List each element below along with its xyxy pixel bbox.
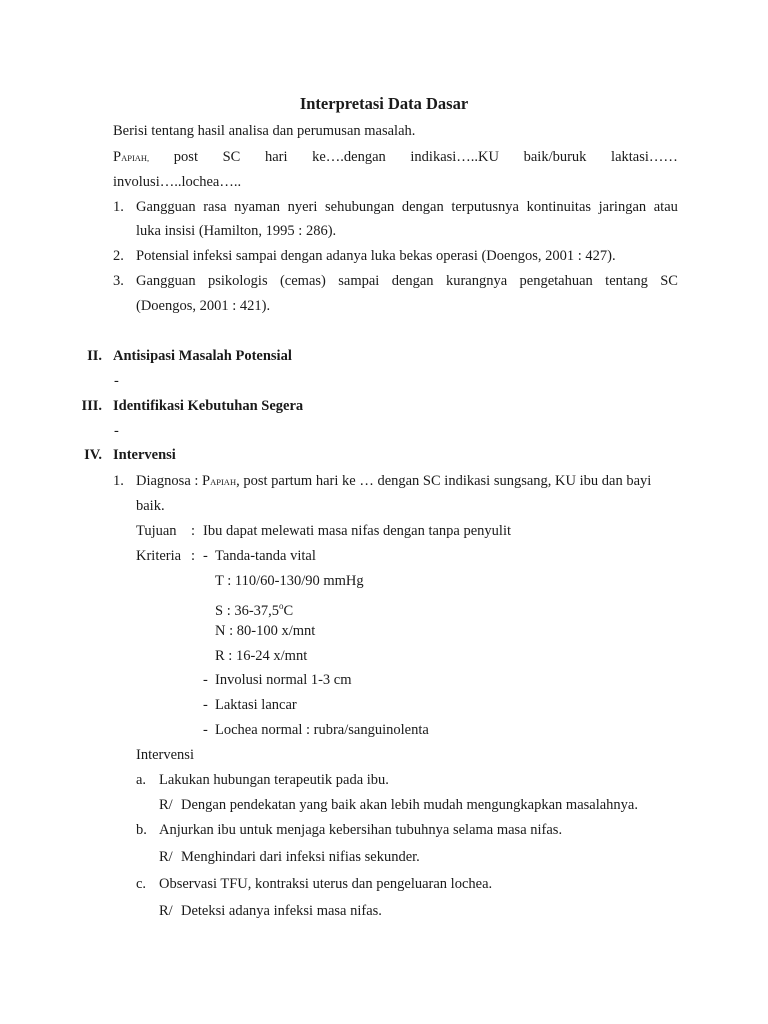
problem-3-line-2: (Doengos, 2001 : 421). [136, 298, 271, 314]
section-roman: III. [81, 398, 102, 414]
diag-word: indikasi…..KU [410, 149, 499, 165]
diag-word: baik/buruk [523, 149, 587, 165]
diagnosa-line-2: baik. [136, 498, 165, 514]
tujuan-text: Ibu dapat melewati masa nifas dengan tanpa penyulit [203, 523, 512, 539]
vital-sign: S : 36-37,5$^o$C [215, 601, 294, 619]
diag-word: post [173, 149, 198, 165]
item-letter: c. [136, 876, 147, 892]
colon: : [191, 523, 196, 539]
list-number: 3. [113, 273, 124, 289]
vital-sign: R : 16-24 x/mnt [215, 648, 308, 664]
item-letter: b. [136, 822, 147, 838]
bullet-dash: - [203, 672, 208, 688]
kriteria-item: Laktasi lancar [215, 697, 297, 713]
p-apiah: PAPIAH, [113, 149, 150, 165]
problem-2: Potensial infeksi sampai dengan adanya luka bekas operasi (Doengos, 2001 : 427). [136, 248, 616, 264]
rationale-label: R/ [159, 797, 173, 813]
diagnosis-line [113, 147, 678, 168]
colon: : [191, 548, 196, 564]
intervention-item: Lakukan hubungan terapeutik pada ibu. [159, 772, 389, 788]
diag-word: SC [222, 149, 241, 165]
rationale-label: R/ [159, 849, 173, 865]
kriteria-item: Lochea normal : rubra/sanguinolenta [215, 722, 429, 738]
intro-line: Berisi tentang hasil analisa dan perumusan masalah. [113, 123, 416, 139]
intervention-item: Observasi TFU, kontraksi uterus dan pengeluaran lochea. [159, 876, 493, 892]
vital-sign: N : 80-100 x/mnt [215, 623, 316, 639]
section-body: - [114, 373, 119, 389]
rationale-text: Dengan pendekatan yang baik akan lebih mudah mengungkapkan masalahnya. [181, 797, 638, 813]
diag-word: ke….dengan [312, 149, 386, 165]
problem-3-line-1: Gangguan psikologis (cemas) sampai dengan kurangnya pengetahuan tentang SC [136, 273, 678, 289]
page-title: Interpretasi Data Dasar [299, 94, 469, 113]
diagnosa-line-1: Diagnosa : PAPIAH, post partum hari ke … dengan SC indikasi sungsang, KU ibu dan bayi [136, 473, 652, 489]
list-number: 1. [113, 473, 124, 489]
rationale-text: Deteksi adanya infeksi masa nifas. [181, 903, 382, 919]
kriteria-item: Tanda-tanda vital [215, 548, 316, 564]
section-heading: Intervensi [113, 447, 176, 463]
diagnosis-line-2: involusi…..lochea….. [113, 174, 242, 190]
tujuan-label: Tujuan [136, 523, 177, 539]
section-roman: IV. [84, 447, 102, 463]
kriteria-item: Involusi normal 1-3 cm [215, 672, 352, 688]
bullet-dash: - [203, 548, 208, 564]
section-body: - [114, 423, 119, 439]
intervensi-label: Intervensi [136, 747, 194, 763]
section-heading: Identifikasi Kebutuhan Segera [113, 398, 304, 414]
problem-1-line-1: Gangguan rasa nyaman nyeri sehubungan dengan terputusnya kontinuitas jaringan atau [136, 199, 678, 215]
bullet-dash: - [203, 697, 208, 713]
diag-word: hari [264, 149, 288, 165]
section-heading: Antisipasi Masalah Potensial [113, 348, 292, 364]
list-number: 2. [113, 248, 124, 264]
list-number: 1. [113, 199, 124, 215]
kriteria-label: Kriteria [136, 548, 182, 564]
vital-sign: T : 110/60-130/90 mmHg [215, 573, 364, 589]
rationale-text: Menghindari dari infeksi nifias sekunder. [181, 849, 420, 865]
section-roman: II. [87, 348, 102, 364]
item-letter: a. [136, 772, 147, 788]
rationale-label: R/ [159, 903, 173, 919]
bullet-dash: - [203, 722, 208, 738]
problem-1-line-2: luka insisi (Hamilton, 1995 : 286). [136, 223, 337, 239]
diag-word: laktasi…… [611, 149, 678, 165]
intervention-item: Anjurkan ibu untuk menjaga kebersihan tubuhnya selama masa nifas. [159, 822, 563, 838]
